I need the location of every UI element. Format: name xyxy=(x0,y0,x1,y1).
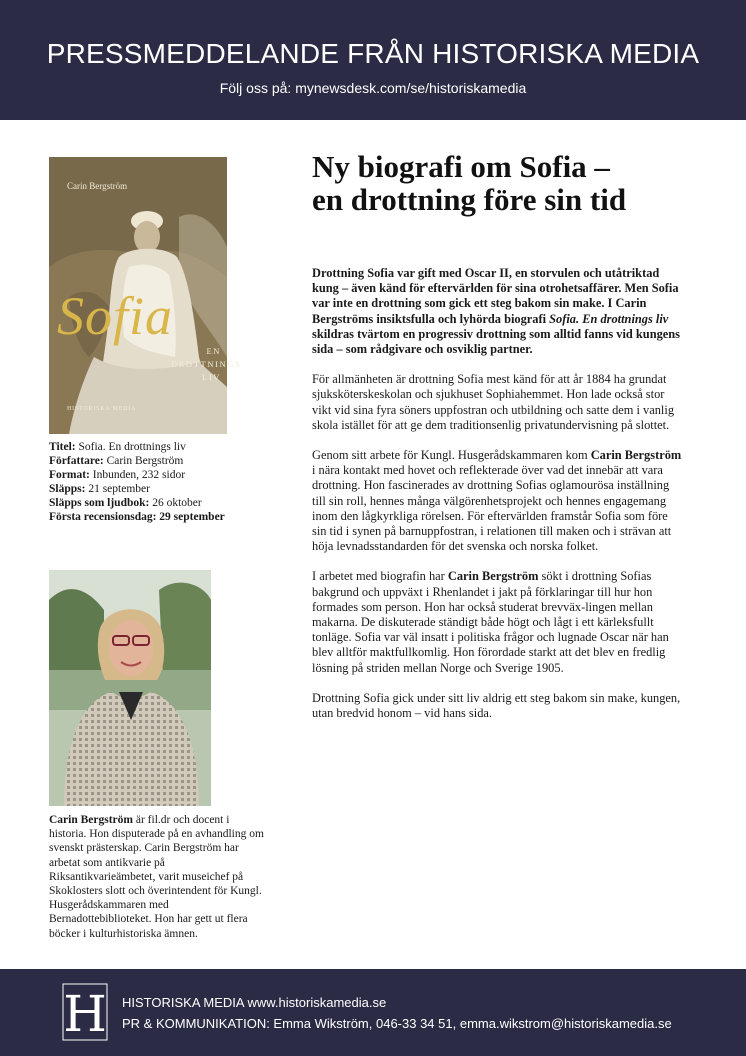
cover-author: Carin Bergström xyxy=(67,181,128,191)
header-title: PRESSMEDDELANDE FRÅN HISTORISKA MEDIA xyxy=(46,38,700,69)
bio-name: Carin Bergström xyxy=(49,814,133,826)
cover-subtitle-line: LIV xyxy=(202,372,221,382)
fact-row xyxy=(49,468,249,482)
paragraph xyxy=(312,448,682,554)
fact-label: Släpps: xyxy=(49,483,86,495)
book-facts xyxy=(49,440,249,524)
lead-book-title: Sofia. En drottnings liv xyxy=(549,311,669,326)
author-name: Carin Bergström xyxy=(447,569,539,584)
fact-label: Format: xyxy=(49,469,90,481)
paragraph-text: I arbetet med biografin har xyxy=(312,569,448,584)
book-cover-image xyxy=(49,157,242,434)
footer-contact[interactable]: PR & KOMMUNIKATION: Emma Wikström, 046-33 34 51, emma.wikstrom@historiskamedia.se xyxy=(122,1016,672,1031)
lead-text: skildras tvärtom en progressiv drottning som alltid fanns vid kungens sida – som rådgivare och osviklig partner. xyxy=(312,326,680,357)
footer-website-link[interactable]: www.historiskamedia.se xyxy=(243,995,387,1010)
paragraph xyxy=(312,569,682,675)
header-band xyxy=(0,0,746,120)
fact-row xyxy=(49,482,249,496)
fact-row xyxy=(49,440,249,454)
cover-subtitle-line: EN xyxy=(206,346,221,356)
headline-line: en drottning före sin tid xyxy=(312,182,627,217)
bio-text: är fil.dr och docent i historia. Hon disputerade på en avhandling om svenskt prästerskap. Carin Bergström har arbetat som antikvarie på Riksantikvarieämbetet, varit museichef på Skoklosters slott och överintendent för Kungl. Husgerådskammaren med Bernadottebiblioteket. Hon har gett ut flera böcker i kulturhistoriska ämnen. xyxy=(49,814,264,940)
author-name: Carin Bergström xyxy=(590,448,682,463)
logo-letter: H xyxy=(63,985,107,1043)
fact-label: Titel: xyxy=(49,441,76,453)
historiska-media-logo xyxy=(62,983,108,1041)
author-portrait-photo xyxy=(49,570,211,806)
fact-value: Sofia. En drottnings liv xyxy=(75,441,186,453)
cover-title: Sofia xyxy=(57,286,174,346)
cover-subtitle-line: DROTTNINGS xyxy=(171,359,242,369)
fact-row xyxy=(49,496,249,510)
fact-label: Författare: xyxy=(49,455,104,467)
footer-brand-line xyxy=(122,995,386,1010)
fact-value: Carin Bergström xyxy=(103,455,184,467)
cover-publisher: HISTORISKA MEDIA xyxy=(67,406,137,412)
lead-text: Drottning Sofia var gift med Oscar II, en storvulen och utåtriktad kung – även känd för eftervärlden för sina otrohetsaffärer. Men Sofia var inte en drottning som gick ett steg bakom sin make. I Carin Bergströms insiktsfulla och lyhörda biografi xyxy=(312,266,679,326)
follow-link[interactable]: Följ oss på: mynewsdesk.com/se/historiskamedia xyxy=(219,80,527,96)
footer-brand: HISTORISKA MEDIA xyxy=(122,995,244,1010)
lead-paragraph xyxy=(312,266,682,357)
paragraph-text: sökt i drottning Sofias bakgrund och uppväxt i Rhenlandet i jakt på förklaringar till hur hon formades som person. Hon har också studerat brevväx-lingen mellan makarna. De diskuterade ständigt både högt och lågt i ett kärleksfullt tonläge. Sofia var väl insatt i politiska frågor och lugnade Oscar när han blev alltför maktfullkomlig. Hon förordade starkt att det blev en fredlig lösning på striden mellan Norge och Sverige 1905. xyxy=(312,569,669,675)
headline xyxy=(312,150,712,216)
fact-value: 21 september xyxy=(85,483,150,495)
fact-row xyxy=(49,454,249,468)
article-body xyxy=(312,266,682,736)
paragraph: För allmänheten är drottning Sofia mest känd för att år 1884 ha grundat sjuksköterskeskolan och sjukhuset Sophiahemmet. Hon lade också stor vikt vid sina fyra söners uppfostran och utbildning och satte dem i vanlig skola istället för att ge dem traditionsenlig privatundervisning på slottet. xyxy=(312,372,675,432)
paragraph: Drottning Sofia gick under sitt liv aldrig ett steg bakom sin make, kungen, utan bredvid honom – vid hans sida. xyxy=(312,690,681,721)
paragraph-text: i nära kontakt med hovet och reflekterade över vad det innebär att vara drottning. Hon fascinerades av drottning Sofias oglamourösa inställning till sin roll, hennes många välgörenhetsprojekt och hennes engagemang inom den lågkyrkliga rörelsen. För eftervärlden framstår Sofia som före sin tid i synen på barnuppfostran, i relationen till maken och i strävan att höja levnadsstandarden för det svenska och norska folket. xyxy=(312,463,672,554)
cover-subtitle xyxy=(171,345,242,384)
fact-value: 26 oktober xyxy=(149,497,202,509)
fact-row xyxy=(49,510,249,524)
headline-line: Ny biografi om Sofia – xyxy=(312,149,610,184)
fact-label: Första recensionsdag: 29 september xyxy=(49,511,225,523)
footer-band xyxy=(0,969,746,1056)
fact-value: Inbunden, 232 sidor xyxy=(89,469,186,481)
portrait-drawing xyxy=(49,570,211,806)
paragraph-text: Genom sitt arbete för Kungl. Husgerådskammaren kom xyxy=(312,448,591,463)
fact-label: Släpps som ljudbok: xyxy=(49,497,150,509)
author-bio xyxy=(49,813,269,941)
